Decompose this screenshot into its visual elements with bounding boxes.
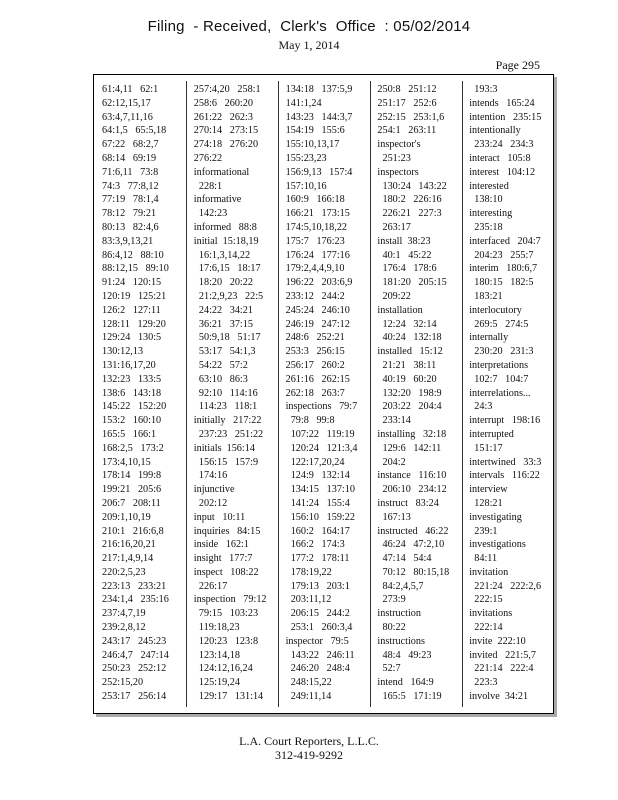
index-entry-line: 80:13 82:4,6	[102, 221, 159, 233]
index-entry-line: interim 180:6,7	[469, 263, 538, 275]
index-entry-line: 126:2 127:11	[102, 304, 161, 316]
index-entry-line: 180:15 182:5	[469, 277, 534, 289]
index-entry-line: 17:6,15 18:17	[193, 263, 261, 275]
index-entry-line: 143:22 246:11	[285, 649, 355, 661]
index-entry-line: 134:18 137:5,9	[285, 84, 353, 95]
index-entry-line: 80:22	[377, 622, 406, 634]
index-entry-line: 142:23	[193, 208, 228, 220]
index-entry-line: 138:6 143:18	[102, 387, 162, 399]
index-entry-line: interlocutory	[469, 304, 522, 316]
index-entry-line: intention 235:15	[469, 111, 542, 123]
index-entry-line: 138:10	[469, 194, 503, 206]
index-entry-line: installing 32:18	[377, 428, 447, 440]
index-entry-line: 92:10 114:16	[193, 387, 258, 399]
index-entry-line: 21:2,9,23 22:5	[193, 290, 264, 302]
index-entry-line: 250:23 252:12	[102, 663, 167, 675]
index-entry-line: 251:17 252:6	[377, 97, 437, 109]
index-entry-line: 79:8 99:8	[285, 415, 335, 427]
index-entry-line: 258:6 260:20	[193, 97, 253, 109]
index-entry-line: involve 34:21	[469, 691, 529, 703]
index-entry-line: 168:2,5 173:2	[102, 442, 164, 454]
index-column-5	[461, 83, 553, 704]
index-entry-line: 274:18 276:20	[193, 139, 259, 151]
index-entry-line: 239:2,8,12	[102, 622, 146, 634]
index-entry-line: invite 222:10	[469, 635, 526, 647]
index-entry-line: 263:17	[377, 221, 411, 233]
index-entry-line: instruct 83:24	[377, 497, 439, 509]
index-entry-line: 132:20 198:9	[377, 387, 442, 399]
index-entry-line: 270:14 273:15	[193, 125, 259, 137]
index-entry-line: 237:23 251:22	[193, 428, 264, 440]
index-entry-line: 157:10,16	[285, 180, 327, 192]
index-entry-line: 183:21	[469, 290, 503, 302]
index-entry-line: 129:17 131:14	[193, 691, 264, 703]
index-entry-line: intends 165:24	[469, 97, 535, 109]
index-entry-line: 239:1	[469, 525, 498, 537]
index-entry-line: intentionally	[469, 125, 521, 137]
index-entry-line: 206:15 244:2	[285, 608, 350, 620]
index-entry-line: 50:9,18 51:17	[193, 332, 261, 344]
index-entry-line: 83:3,9,13,21	[102, 235, 154, 247]
index-entry-line: 223:13 233:21	[102, 580, 167, 592]
index-entry-line: investigations	[469, 539, 526, 551]
index-entry-line: 178:14 199:8	[102, 470, 162, 482]
index-entry-line: 88:12,15 89:10	[102, 263, 169, 275]
index-entry-line: 132:23 133:5	[102, 373, 162, 385]
index-entry-line: 176:24 177:16	[285, 249, 350, 261]
index-entry-line: 199:21 205:6	[102, 484, 162, 496]
index-entry-line: 256:17 260:2	[285, 359, 345, 371]
index-entry-line: interpretations	[469, 359, 529, 371]
index-entry-line: 221:24 222:2,6	[469, 580, 542, 592]
filing-stamp: Filing - Received, Clerk's Office : 05/02/2014	[147, 18, 471, 35]
index-entry-line: 177:2 178:11	[285, 553, 350, 565]
index-entry-line: 246:19 247:12	[285, 318, 350, 330]
index-entry-line: 216:16,20,21	[102, 539, 156, 551]
index-entry-line: inquiries 84:15	[193, 525, 261, 537]
index-entry-line: 230:20 231:3	[469, 346, 534, 358]
index-entry-line: initially 217:22	[193, 415, 262, 427]
index-entry-line: 202:12	[193, 497, 228, 509]
index-entry-line: 71:6,11 73:8	[102, 166, 159, 178]
index-entry-line: 40:24 132:18	[377, 332, 442, 344]
index-entry-line: 226:21 227:3	[377, 208, 442, 220]
index-entry-line: install 38:23	[377, 235, 431, 247]
index-entry-line: 166:2 174:3	[285, 539, 345, 551]
index-entry-line: 178:19,22	[285, 566, 332, 578]
index-entry-line: 226:17	[193, 580, 228, 592]
index-entry-line: 193:3	[469, 84, 498, 95]
index-entry-line: insight 177:7	[193, 553, 253, 565]
index-entry-line: informational	[193, 166, 250, 178]
index-entry-line: 129:6 142:11	[377, 442, 442, 454]
reporter-phone: 312-419-9292	[275, 748, 343, 762]
index-entry-line: internally	[469, 332, 509, 344]
index-entry-line: 64:1,5 65:5,18	[102, 125, 167, 137]
index-entry-line: 130:24 143:22	[377, 180, 447, 192]
index-entry-line: 107:22 119:19	[285, 428, 355, 440]
index-entry-line: 36:21 37:15	[193, 318, 253, 330]
index-entry-line: 176:4 178:6	[377, 263, 437, 275]
index-columns	[94, 83, 553, 704]
index-entry-line: 120:19 125:21	[102, 290, 167, 302]
index-entry-line: 210:1 216:6,8	[102, 525, 164, 537]
index-entry-line: instance 116:10	[377, 470, 447, 482]
index-entry-line: intertwined 33:3	[469, 456, 542, 468]
index-entry-line: 24:22 34:21	[193, 304, 253, 316]
index-entry-line: 68:14 69:19	[102, 152, 157, 164]
index-entry-line: 153:2 160:10	[102, 415, 162, 427]
index-entry-line: invited 221:5,7	[469, 649, 536, 661]
index-entry-line: interrupted	[469, 428, 514, 440]
index-entry-line: invitation	[469, 566, 509, 578]
index-entry-line: 174:16	[193, 470, 228, 482]
index-entry-line: inspections 79:7	[285, 401, 358, 413]
index-entry-line: 196:22 203:6,9	[285, 277, 353, 289]
index-entry-line: 123:14,18	[193, 649, 240, 661]
index-entry-line: 257:4,20 258:1	[193, 84, 261, 95]
index-entry-line: 53:17 54:1,3	[193, 346, 256, 358]
index-entry-line: 246:20 248:4	[285, 663, 350, 675]
index-entry-line: 269:5 274:5	[469, 318, 529, 330]
index-entry-line: 179:2,4,4,9,10	[285, 263, 345, 275]
document-date: May 1, 2014	[278, 38, 340, 52]
index-entry-line: 91:24 120:15	[102, 277, 162, 289]
index-entry-line: 52:7	[377, 663, 401, 675]
index-entry-line: 63:10 86:3	[193, 373, 248, 385]
index-entry-line: 233:14	[377, 415, 411, 427]
index-entry-line: 245:24 246:10	[285, 304, 350, 316]
index-entry-line: 155:23,23	[285, 152, 327, 164]
index-entry-line: 124:9 132:14	[285, 470, 350, 482]
index-entry-line: investigating	[469, 511, 522, 523]
index-entry-line: 47:14 54:4	[377, 553, 432, 565]
index-entry-line: installed 15:12	[377, 346, 443, 358]
index-entry-line: 254:1 263:11	[377, 125, 437, 137]
index-entry-line: 156:15 157:9	[193, 456, 259, 468]
index-entry-line: 40:19 60:20	[377, 373, 437, 385]
index-entry-line: 165:5 166:1	[102, 428, 157, 440]
index-entry-line: 156:10 159:22	[285, 511, 355, 523]
index-column-2	[186, 83, 278, 704]
index-entry-line: 128:11 129:20	[102, 318, 166, 330]
index-entry-line: 114:23 118:1	[193, 401, 258, 413]
index-entry-line: 173:4,10,15	[102, 456, 151, 468]
index-entry-line: 143:23 144:3,7	[285, 111, 353, 123]
index-entry-line: interested	[469, 180, 509, 192]
index-entry-line: 250:8 251:12	[377, 84, 437, 95]
index-entry-line: instructions	[377, 635, 425, 647]
index-entry-line: 220:2,5,23	[102, 566, 146, 578]
index-entry-line: invitations	[469, 608, 513, 620]
index-entry-line: 70:12 80:15,18	[377, 566, 450, 578]
index-entry-line: 54:22 57:2	[193, 359, 248, 371]
index-entry-line: 151:17	[469, 442, 503, 454]
reporter-company: L.A. Court Reporters, L.L.C.	[239, 734, 379, 748]
index-entry-line: 24:3	[469, 401, 493, 413]
index-entry-line: interact 105:8	[469, 152, 531, 164]
index-entry-line: 253:17 256:14	[102, 691, 167, 703]
index-entry-line: 228:1	[193, 180, 223, 192]
index-entry-line: 160:2 164:17	[285, 525, 350, 537]
index-entry-line: 119:18,23	[193, 622, 240, 634]
index-entry-line: instructed 46:22	[377, 525, 449, 537]
index-entry-line: 253:1 260:3,4	[285, 622, 353, 634]
index-entry-line: 181:20 205:15	[377, 277, 447, 289]
index-entry-line: interrupt 198:16	[469, 415, 541, 427]
index-entry-line: input 10:11	[193, 511, 246, 523]
index-entry-line: inspection 79:12	[193, 594, 267, 606]
index-entry-line: inspect 108:22	[193, 566, 259, 578]
index-entry-line: 206:7 208:11	[102, 497, 161, 509]
index-entry-line: 262:18 263:7	[285, 387, 345, 399]
index-entry-line: intend 164:9	[377, 677, 434, 689]
index-entry-line: 180:2 226:16	[377, 194, 442, 206]
index-entry-line: 175:7 176:23	[285, 235, 345, 247]
index-entry-line: interview	[469, 484, 508, 496]
index-entry-line: 79:15 103:23	[193, 608, 259, 620]
index-entry-line: 217:1,4,9,14	[102, 553, 154, 565]
index-entry-line: 233:24 234:3	[469, 139, 534, 151]
index-entry-line: 12:24 32:14	[377, 318, 437, 330]
index-entry-line: 276:22	[193, 152, 223, 164]
index-entry-line: 40:1 45:22	[377, 249, 432, 261]
index-entry-line: 234:1,4 235:16	[102, 594, 169, 606]
index-entry-line: 243:17 245:23	[102, 635, 167, 647]
index-entry-line: 154:19 155:6	[285, 125, 345, 137]
index-entry-line: 134:15 137:10	[285, 484, 355, 496]
index-entry-line: 261:16 262:15	[285, 373, 350, 385]
index-entry-line: 141:24 155:4	[285, 497, 350, 509]
index-entry-line: 18:20 20:22	[193, 277, 253, 289]
index-entry-line: injunctive	[193, 484, 235, 496]
index-entry-line: 252:15 253:1,6	[377, 111, 445, 123]
index-entry-line: 84:2,4,5,7	[377, 580, 424, 592]
index-entry-line: 167:13	[377, 511, 411, 523]
index-entry-line: 246:4,7 247:14	[102, 649, 169, 661]
index-entry-line: 248:6 252:21	[285, 332, 345, 344]
index-entry-line: initial 15:18,19	[193, 235, 259, 247]
index-entry-line: 166:21 173:15	[285, 208, 350, 220]
index-entry-line: interesting	[469, 208, 513, 220]
index-entry-line: 174:5,10,18,22	[285, 221, 348, 233]
index-entry-line: interfaced 204:7	[469, 235, 541, 247]
index-entry-line: 261:22 262:3	[193, 111, 253, 123]
index-entry-line: 63:4,7,11,16	[102, 111, 153, 123]
index-entry-line: initials 156:14	[193, 442, 255, 454]
index-entry-line: 249:11,14	[285, 691, 332, 703]
index-entry-line: 124:12,16,24	[193, 663, 253, 675]
index-entry-line: 131:16,17,20	[102, 359, 156, 371]
index-frame	[93, 74, 554, 714]
index-entry-line: 130:12,13	[102, 346, 144, 358]
index-entry-line: 235:18	[469, 221, 503, 233]
index-entry-line: inspector 79:5	[285, 635, 349, 647]
page-number: Page 295	[495, 58, 540, 72]
index-entry-line: inside 162:1	[193, 539, 249, 551]
index-entry-line: 102:7 104:7	[469, 373, 529, 385]
index-entry-line: 16:1,3,14,22	[193, 249, 251, 261]
index-entry-line: 86:4,12 88:10	[102, 249, 164, 261]
index-entry-line: 122:17,20,24	[285, 456, 345, 468]
index-entry-line: 78:12 79:21	[102, 208, 157, 220]
index-entry-line: 84:11	[469, 553, 498, 565]
index-entry-line: 209:1,10,19	[102, 511, 151, 523]
index-entry-line: 155:10,13,17	[285, 139, 340, 151]
index-entry-line: 248:15,22	[285, 677, 332, 689]
index-entry-line: 222:14	[469, 622, 503, 634]
index-entry-line: 141:1,24	[285, 97, 322, 109]
index-entry-line: 237:4,7,19	[102, 608, 146, 620]
index-entry-line: 61:4,11 62:1	[102, 84, 159, 95]
index-entry-line: 125:19,24	[193, 677, 240, 689]
index-entry-line: inspectors	[377, 166, 419, 178]
index-entry-line: 21:21 38:11	[377, 359, 437, 371]
index-entry-line: 128:21	[469, 497, 503, 509]
index-entry-line: 251:23	[377, 152, 411, 164]
index-entry-line: 62:12,15,17	[102, 97, 151, 109]
index-entry-line: intervals 116:22	[469, 470, 540, 482]
index-entry-line: 77:19 78:1,4	[102, 194, 159, 206]
index-entry-line: informative	[193, 194, 242, 206]
index-entry-line: 165:5 171:19	[377, 691, 442, 703]
index-entry-line: 179:13 203:1	[285, 580, 350, 592]
index-column-1	[94, 83, 186, 704]
index-entry-line: 120:23 123:8	[193, 635, 259, 647]
index-entry-line: 203:11,12	[285, 594, 332, 606]
index-entry-line: 74:3 77:8,12	[102, 180, 159, 192]
index-entry-line: 221:14 222:4	[469, 663, 534, 675]
index-entry-line: 204:2	[377, 456, 406, 468]
index-entry-line: 204:23 255:7	[469, 249, 534, 261]
index-column-3	[278, 83, 370, 704]
index-entry-line: informed 88:8	[193, 221, 257, 233]
index-entry-line: 120:24 121:3,4	[285, 442, 358, 454]
index-entry-line: 67:22 68:2,7	[102, 139, 159, 151]
index-entry-line: instruction	[377, 608, 421, 620]
index-entry-line: 129:24 130:5	[102, 332, 162, 344]
index-entry-line: 145:22 152:20	[102, 401, 167, 413]
index-entry-line: inspector's	[377, 139, 421, 151]
index-entry-line: 209:22	[377, 290, 411, 302]
index-entry-line: installation	[377, 304, 423, 316]
index-entry-line: 160:9 166:18	[285, 194, 345, 206]
index-entry-line: 206:10 234:12	[377, 484, 447, 496]
index-entry-line: 253:3 256:15	[285, 346, 345, 358]
index-entry-line: 156:9,13 157:4	[285, 166, 353, 178]
index-entry-line: 273:9	[377, 594, 406, 606]
index-entry-line: 46:24 47:2,10	[377, 539, 445, 551]
index-entry-line: 203:22 204:4	[377, 401, 442, 413]
index-entry-line: interest 104:12	[469, 166, 536, 178]
index-entry-line: interrelations...	[469, 387, 531, 399]
index-column-4	[369, 83, 461, 704]
index-entry-line: 222:15	[469, 594, 503, 606]
index-entry-line: 223:3	[469, 677, 498, 689]
index-entry-line: 48:4 49:23	[377, 649, 432, 661]
index-entry-line: 233:12 244:2	[285, 290, 345, 302]
index-entry-line: 252:15,20	[102, 677, 144, 689]
